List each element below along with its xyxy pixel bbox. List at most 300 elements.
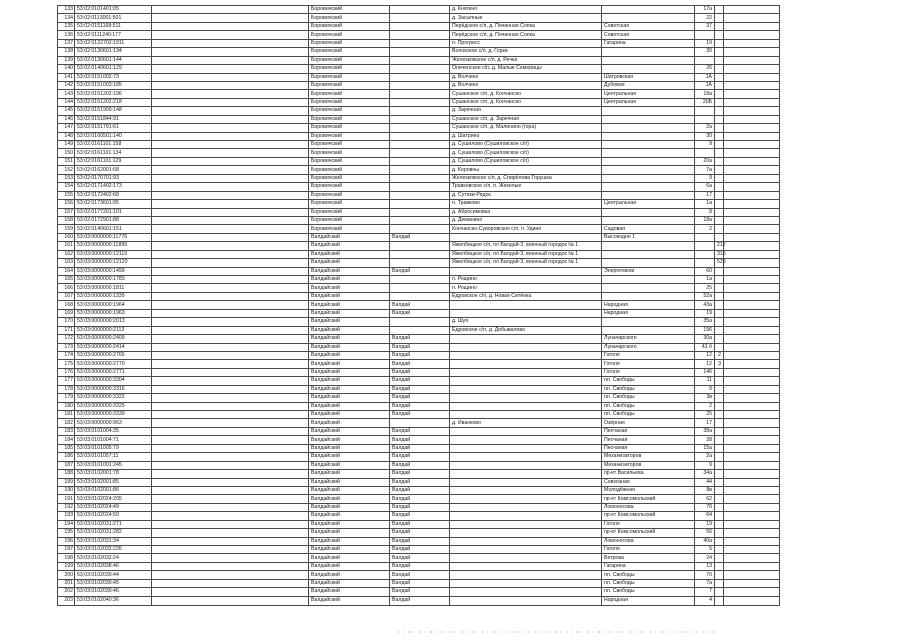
table-cell: 30: [695, 48, 715, 56]
table-cell: 19: [695, 309, 715, 317]
table-cell: [390, 200, 450, 208]
table-cell: 53:02:0151168:511: [75, 22, 152, 30]
table-cell: [724, 14, 780, 22]
table-cell: [390, 141, 450, 149]
table-cell: [450, 427, 602, 435]
table-cell: 1а: [695, 276, 715, 284]
table-cell: [152, 470, 309, 478]
table-cell: Валдай: [390, 453, 450, 461]
table-cell: 53:02:0171402:173: [75, 183, 152, 191]
table-cell: Боровичский: [309, 183, 390, 191]
table-cell: [715, 470, 724, 478]
table-cell: [724, 326, 780, 334]
table-cell: [715, 31, 724, 39]
table-cell: [152, 267, 309, 275]
table-cell: [152, 48, 309, 56]
table-cell: [152, 250, 309, 258]
table-cell: 158: [58, 216, 75, 224]
table-row: [58, 115, 780, 123]
table-cell: 7: [695, 588, 715, 596]
table-cell: 169: [58, 309, 75, 317]
table-cell: 53:03:0102024:50: [75, 512, 152, 520]
table-cell: [152, 6, 309, 14]
table-cell: 168: [58, 301, 75, 309]
table-cell: 53:02:0172402:68: [75, 191, 152, 199]
table-cell: [152, 149, 309, 157]
table-cell: 53:02:0151202:196: [75, 90, 152, 98]
table-cell: 53:03:0000000:963: [75, 419, 152, 427]
table-cell: 53:02:0161101:158: [75, 141, 152, 149]
table-cell: Валдайский: [309, 562, 390, 570]
table-cell: [724, 276, 780, 284]
table-cell: [152, 31, 309, 39]
table-cell: 53:03:0102001:78: [75, 470, 152, 478]
table-cell: 53:03:0102040:36: [75, 596, 152, 605]
table-cell: [724, 124, 780, 132]
table-cell: 170: [58, 318, 75, 326]
table-cell: [724, 529, 780, 537]
table-cell: 143: [58, 90, 75, 98]
table-row: [58, 276, 780, 284]
table-cell: [390, 149, 450, 157]
table-cell: [724, 6, 780, 14]
table-cell: 188: [58, 470, 75, 478]
table-cell: 53:03:0000000:11776: [75, 233, 152, 241]
table-cell: [695, 107, 715, 115]
table-cell: 189: [58, 478, 75, 486]
table-cell: 198: [58, 554, 75, 562]
table-cell: [724, 149, 780, 157]
table-cell: Валдай: [390, 233, 450, 241]
table-cell: 53:03:0102038:46: [75, 562, 152, 570]
table-cell: Песчаная: [602, 444, 695, 452]
table-cell: 17: [695, 191, 715, 199]
table-cell: Валдайский: [309, 377, 390, 385]
table-cell: Валдайский: [309, 385, 390, 393]
table-cell: Валдай: [390, 377, 450, 385]
table-cell: пл. Свободы: [602, 571, 695, 579]
table-cell: Валдай: [390, 520, 450, 528]
table-cell: [724, 360, 780, 368]
table-cell: Валдай: [390, 503, 450, 511]
table-cell: [450, 368, 602, 376]
table-row: [58, 292, 780, 300]
table-cell: пл. Свободы: [602, 579, 695, 587]
table-cell: 134: [58, 14, 75, 22]
table-row: [58, 427, 780, 435]
table-cell: [450, 478, 602, 486]
table-cell: [152, 571, 309, 579]
table-cell: [152, 14, 309, 22]
table-cell: [602, 124, 695, 132]
table-cell: [715, 326, 724, 334]
table-cell: [152, 183, 309, 191]
table-cell: 194: [58, 520, 75, 528]
table-cell: 22: [695, 14, 715, 22]
table-cell: 15а: [695, 444, 715, 452]
table-cell: [724, 444, 780, 452]
table-cell: [715, 486, 724, 494]
table-cell: [724, 486, 780, 494]
table-cell: Едровское с/п, д. Новая Ситёнка: [450, 292, 602, 300]
table-cell: [715, 284, 724, 292]
table-cell: 53:02:0122702:1911: [75, 39, 152, 47]
table-cell: [724, 385, 780, 393]
table-cell: 192: [58, 503, 75, 511]
table-cell: Механизаторов: [602, 461, 695, 469]
table-cell: [715, 402, 724, 410]
table-cell: 156: [58, 200, 75, 208]
table-cell: д. Сушилово (Сушиловское с/п): [450, 149, 602, 157]
table-cell: Валдайский: [309, 402, 390, 410]
table-cell: [152, 588, 309, 596]
table-cell: [715, 529, 724, 537]
table-cell: 155: [58, 191, 75, 199]
table-cell: Совхозная: [602, 478, 695, 486]
table-cell: Сушанское с/п, д. Заречная: [450, 115, 602, 123]
table-row: [58, 503, 780, 511]
table-cell: [715, 225, 724, 233]
table-cell: [715, 579, 724, 587]
table-cell: [450, 520, 602, 528]
table-cell: Боровичский: [309, 65, 390, 73]
table-cell: [715, 301, 724, 309]
table-cell: Валдайский: [309, 242, 390, 250]
table-cell: [715, 478, 724, 486]
table-row: [58, 132, 780, 140]
table-cell: д. Засыпные: [450, 14, 602, 22]
table-cell: 53:03:0000000:3316: [75, 385, 152, 393]
table-cell: [724, 73, 780, 81]
table-cell: Боровичский: [309, 208, 390, 216]
table-cell: 53:03:0000000:3304: [75, 377, 152, 385]
table-cell: 53:03:0101001:245: [75, 461, 152, 469]
table-cell: [715, 461, 724, 469]
table-cell: [715, 512, 724, 520]
table-cell: 53:03:0102032:24: [75, 554, 152, 562]
table-cell: пл. Свободы: [602, 394, 695, 402]
table-cell: [152, 56, 309, 64]
table-cell: [715, 411, 724, 419]
table-cell: 6а: [695, 183, 715, 191]
table-cell: [602, 208, 695, 216]
table-cell: Валдайский: [309, 444, 390, 452]
table-cell: Боровичский: [309, 48, 390, 56]
table-cell: [390, 39, 450, 47]
table-cell: [152, 233, 309, 241]
table-cell: 53:03:0000000:2409: [75, 335, 152, 343]
table-cell: [450, 461, 602, 469]
table-cell: [715, 22, 724, 30]
table-cell: Боровичский: [309, 216, 390, 224]
table-cell: [715, 554, 724, 562]
table-cell: 203: [58, 596, 75, 605]
table-cell: 135: [58, 22, 75, 30]
table-cell: [715, 537, 724, 545]
table-cell: Гоголя: [602, 546, 695, 554]
table-cell: Валдайский: [309, 470, 390, 478]
table-cell: [724, 571, 780, 579]
table-cell: Боровичский: [309, 191, 390, 199]
table-cell: Валдайский: [309, 292, 390, 300]
table-cell: 157: [58, 208, 75, 216]
table-cell: [450, 537, 602, 545]
table-cell: Боровичский: [309, 115, 390, 123]
table-cell: д. Абросимовка: [450, 208, 602, 216]
table-cell: [152, 343, 309, 351]
table-cell: [715, 14, 724, 22]
table-cell: 196: [58, 537, 75, 545]
table-cell: Боровичский: [309, 149, 390, 157]
table-cell: [152, 394, 309, 402]
table-cell: 53:02:0162001:68: [75, 166, 152, 174]
table-cell: Валдайский: [309, 259, 390, 267]
table-cell: [715, 208, 724, 216]
table-cell: [724, 141, 780, 149]
table-cell: [724, 225, 780, 233]
table-row: [58, 554, 780, 562]
table-cell: 53:03:0000000:3322: [75, 394, 152, 402]
table-cell: [450, 335, 602, 343]
table-cell: Валдайский: [309, 503, 390, 511]
table-cell: Валдайский: [309, 419, 390, 427]
table-cell: 200: [58, 571, 75, 579]
table-cell: [724, 411, 780, 419]
table-cell: [152, 419, 309, 427]
table-cell: 53:03:0000000:3325: [75, 402, 152, 410]
table-cell: [152, 191, 309, 199]
table-row: [58, 14, 780, 22]
table-cell: [724, 351, 780, 359]
table-row: [58, 351, 780, 359]
table-cell: 53:02:0130601:134: [75, 48, 152, 56]
table-cell: [152, 81, 309, 89]
table-row: [58, 537, 780, 545]
table-cell: [715, 81, 724, 89]
table-cell: Валдайский: [309, 537, 390, 545]
table-cell: 3в: [695, 394, 715, 402]
table-cell: 7а: [695, 166, 715, 174]
table-cell: Гоголя: [602, 520, 695, 528]
table-cell: 184: [58, 436, 75, 444]
table-cell: 181: [58, 411, 75, 419]
table-cell: 153: [58, 174, 75, 182]
table-cell: Боровичский: [309, 81, 390, 89]
table-cell: 136: [58, 31, 75, 39]
table-row: [58, 31, 780, 39]
table-cell: [724, 301, 780, 309]
table-cell: [152, 385, 309, 393]
table-cell: [602, 157, 695, 165]
table-cell: 195: [58, 529, 75, 537]
table-cell: [602, 326, 695, 334]
table-cell: [724, 48, 780, 56]
table-cell: 53:02:0140601:129: [75, 65, 152, 73]
table-cell: [715, 309, 724, 317]
table-cell: [152, 486, 309, 494]
table-cell: 182: [58, 419, 75, 427]
table-cell: Валдай: [390, 562, 450, 570]
register-table: [57, 5, 780, 606]
table-row: [58, 495, 780, 503]
table-cell: [602, 166, 695, 174]
table-row: [58, 39, 780, 47]
table-cell: [724, 22, 780, 30]
table-cell: [724, 588, 780, 596]
table-cell: Валдайский: [309, 284, 390, 292]
table-cell: 196: [695, 326, 715, 334]
table-cell: 53:03:0000000:1339: [75, 292, 152, 300]
table-cell: 140: [58, 65, 75, 73]
table-cell: 53:03:0000000:1963: [75, 309, 152, 317]
table-cell: 53:02:0151909:148: [75, 107, 152, 115]
table-cell: 175: [58, 360, 75, 368]
table-cell: Боровичский: [309, 166, 390, 174]
table-cell: Валдай: [390, 427, 450, 435]
table-cell: Луначарского: [602, 343, 695, 351]
table-row: [58, 56, 780, 64]
table-row: [58, 394, 780, 402]
table-cell: [152, 351, 309, 359]
table-cell: [390, 48, 450, 56]
table-cell: Валдай: [390, 495, 450, 503]
table-cell: Железковское с/п, д. Речка: [450, 56, 602, 64]
table-cell: [724, 377, 780, 385]
table-cell: 163: [58, 259, 75, 267]
table-cell: 53:03:0102039:45: [75, 579, 152, 587]
table-cell: Валдай: [390, 411, 450, 419]
table-row: [58, 191, 780, 199]
table-cell: 38а: [695, 427, 715, 435]
table-cell: 165: [58, 276, 75, 284]
table-cell: [450, 596, 602, 605]
table-cell: [715, 562, 724, 570]
table-cell: [724, 107, 780, 115]
table-cell: [715, 174, 724, 182]
table-cell: [152, 107, 309, 115]
table-cell: [450, 453, 602, 461]
table-cell: 2а: [695, 453, 715, 461]
table-cell: [450, 233, 602, 241]
table-cell: [152, 200, 309, 208]
table-cell: Валдайский: [309, 351, 390, 359]
table-cell: [715, 157, 724, 165]
table-row: [58, 200, 780, 208]
table-cell: 70: [695, 571, 715, 579]
table-cell: [715, 495, 724, 503]
table-cell: 149: [58, 141, 75, 149]
table-cell: Боровичский: [309, 98, 390, 106]
table-row: [58, 284, 780, 292]
table-row: [58, 546, 780, 554]
table-row: [58, 65, 780, 73]
table-cell: [715, 453, 724, 461]
table-cell: 53:03:0102024:205: [75, 495, 152, 503]
table-cell: Народная: [602, 596, 695, 605]
table-cell: [450, 351, 602, 359]
table-cell: [602, 141, 695, 149]
table-cell: Валдай: [390, 486, 450, 494]
table-cell: 160: [58, 233, 75, 241]
table-cell: 53:02:0177201:101: [75, 208, 152, 216]
table-cell: Центральная: [602, 90, 695, 98]
table-cell: Травковское с/п, п. Жеколые: [450, 183, 602, 191]
table-cell: 53:02:0172901:88: [75, 216, 152, 224]
table-cell: 133: [58, 6, 75, 14]
table-cell: [152, 495, 309, 503]
table-cell: Валдайский: [309, 596, 390, 605]
table-cell: [695, 31, 715, 39]
table-cell: 56: [695, 529, 715, 537]
table-cell: [450, 470, 602, 478]
table-cell: Боровичский: [309, 56, 390, 64]
table-cell: д. Сушилово (Сушиловское с/п): [450, 141, 602, 149]
table-cell: [724, 461, 780, 469]
table-cell: 139: [58, 56, 75, 64]
table-cell: 53:03:0000000:11899: [75, 242, 152, 250]
table-cell: Боровичский: [309, 174, 390, 182]
table-cell: д. Сутоки-Рядок: [450, 191, 602, 199]
table-cell: 146: [695, 368, 715, 376]
table-cell: 1А: [695, 81, 715, 89]
table-cell: пл. Свободы: [602, 588, 695, 596]
table-cell: Боровичский: [309, 39, 390, 47]
table-cell: [152, 411, 309, 419]
table-cell: [602, 242, 695, 250]
table-cell: [602, 276, 695, 284]
table-cell: 18а: [695, 90, 715, 98]
table-cell: Сушанское с/п, д. Малинино (гора): [450, 124, 602, 132]
table-row: [58, 470, 780, 478]
table-cell: 52а: [695, 292, 715, 300]
table-row: [58, 22, 780, 30]
table-cell: д. Волчино: [450, 81, 602, 89]
table-cell: Дубовая: [602, 81, 695, 89]
table-cell: [390, 208, 450, 216]
table-cell: Боровичский: [309, 157, 390, 165]
table-cell: [715, 385, 724, 393]
table-cell: 171: [58, 326, 75, 334]
table-cell: [724, 157, 780, 165]
table-cell: Валдай: [390, 343, 450, 351]
table-cell: [715, 39, 724, 47]
table-cell: 25: [695, 284, 715, 292]
table-cell: 19: [695, 39, 715, 47]
table-cell: Валдай: [390, 461, 450, 469]
table-cell: Гоголя: [602, 351, 695, 359]
table-cell: 53:02:0140601:151: [75, 225, 152, 233]
table-row: [58, 529, 780, 537]
table-row: [58, 335, 780, 343]
table-cell: [724, 259, 780, 267]
table-cell: 1а: [695, 200, 715, 208]
table-cell: [602, 48, 695, 56]
table-cell: [450, 360, 602, 368]
table-cell: [724, 233, 780, 241]
table-cell: Ломоносова: [602, 503, 695, 511]
table-cell: 187: [58, 461, 75, 469]
table-cell: п. Прогресс: [450, 39, 602, 47]
table-cell: Валдайский: [309, 267, 390, 275]
table-cell: Песчаная: [602, 436, 695, 444]
table-cell: [695, 56, 715, 64]
table-cell: [390, 191, 450, 199]
table-cell: [602, 65, 695, 73]
table-cell: 53:03:0000000:2414: [75, 343, 152, 351]
table-cell: 53:03:0102001:86: [75, 486, 152, 494]
table-cell: Валдайский: [309, 233, 390, 241]
table-cell: [724, 174, 780, 182]
